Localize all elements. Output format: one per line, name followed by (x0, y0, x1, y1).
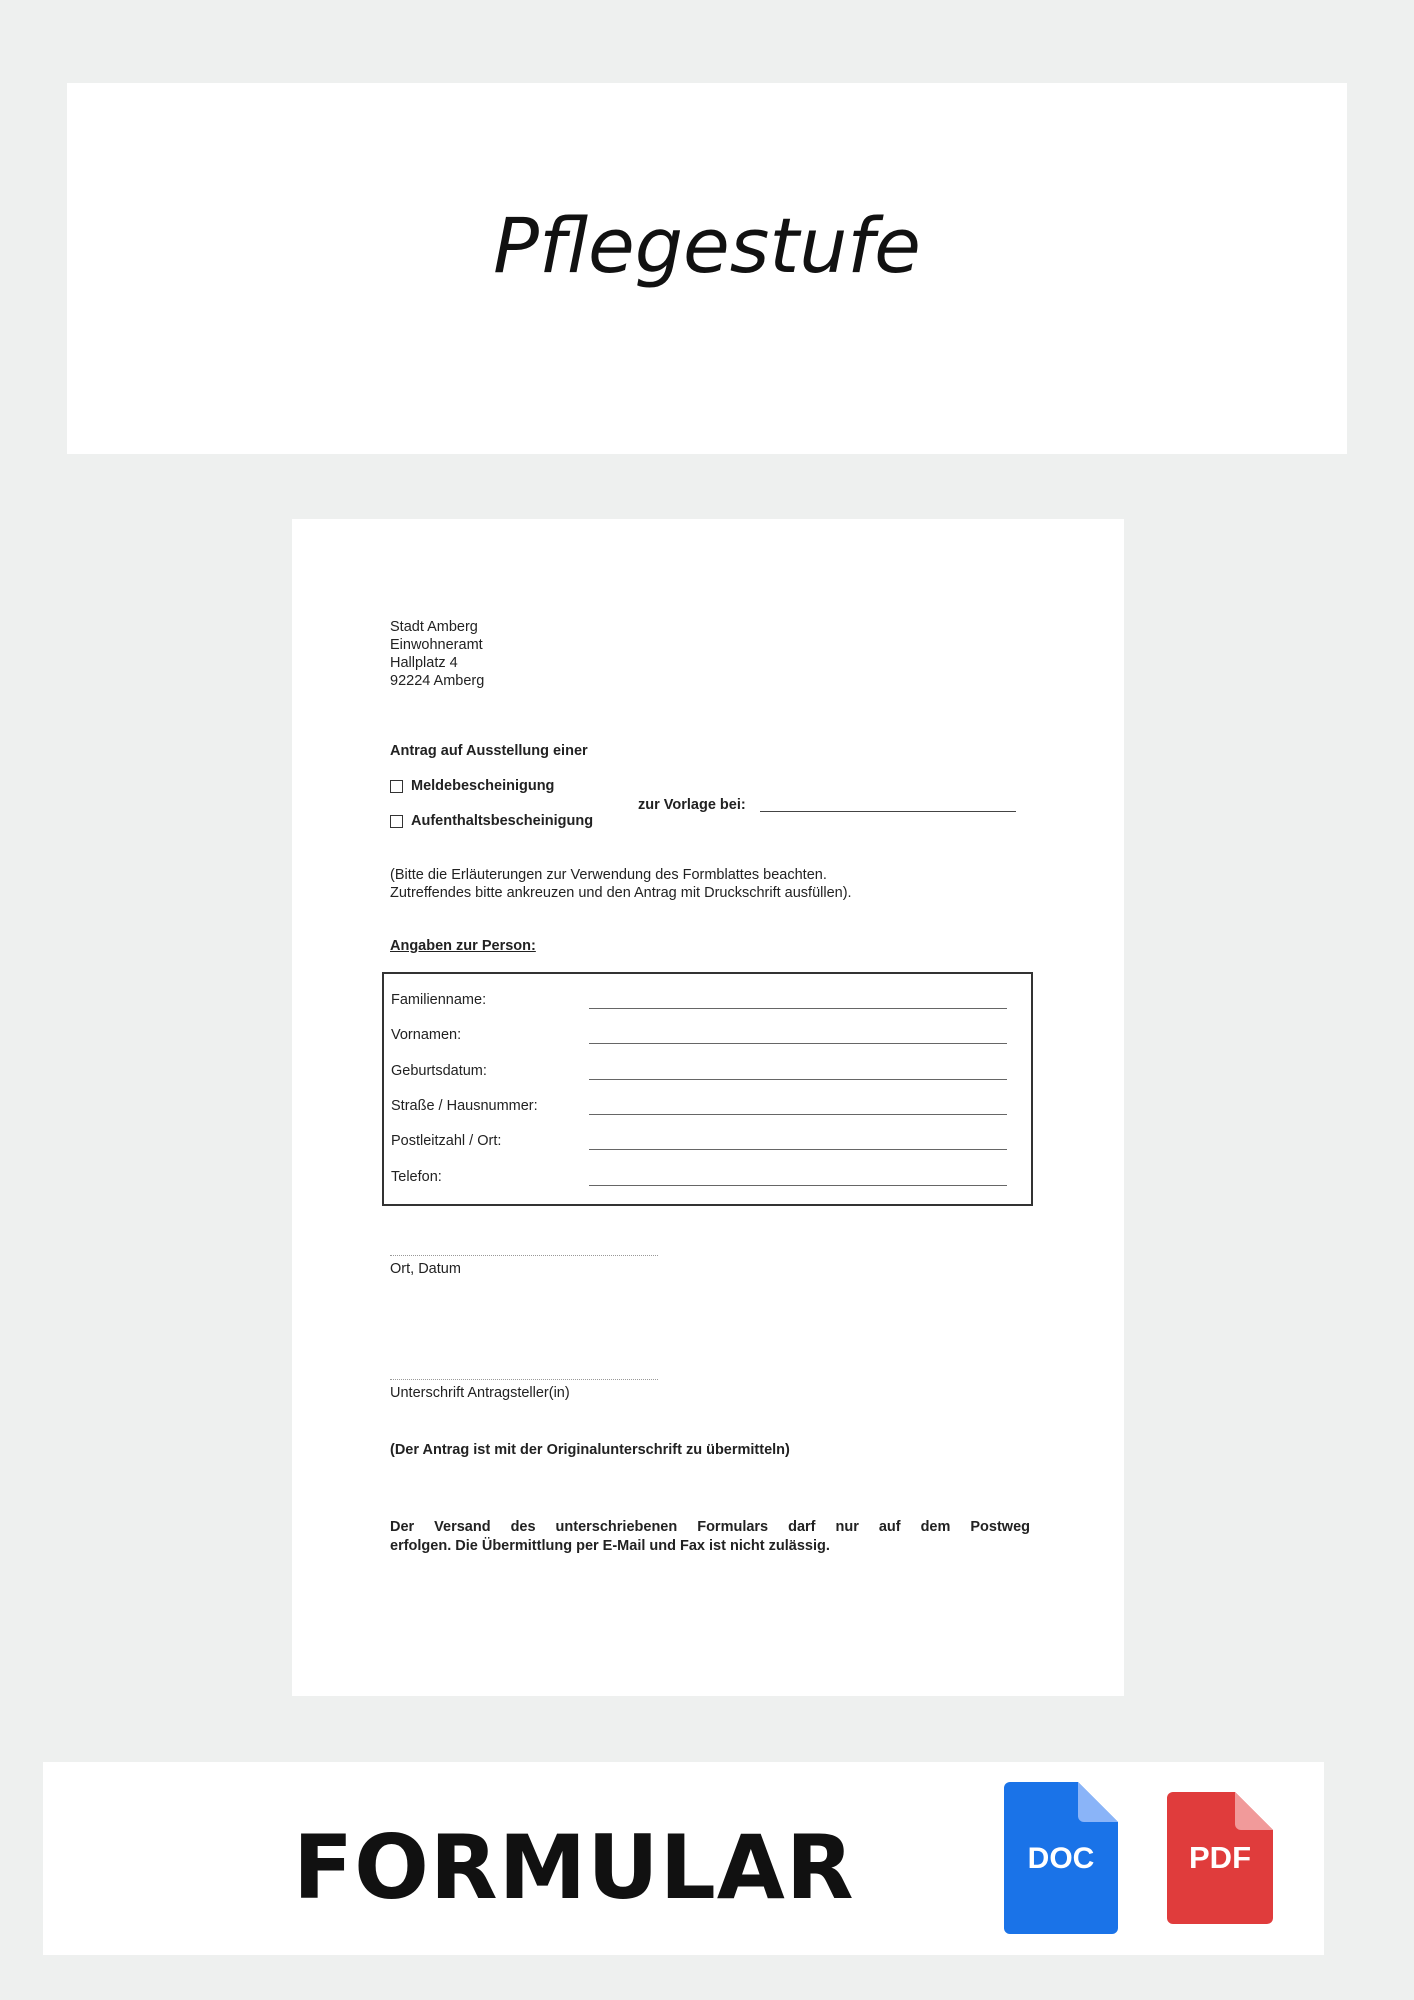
form-document (292, 519, 1124, 1696)
address-line: Stadt Amberg (390, 619, 478, 635)
original-note: (Der Antrag ist mit der Originalunterschrift zu übermitteln) (390, 1442, 790, 1458)
person-fields-box (382, 972, 1033, 1206)
ort-datum-line[interactable] (390, 1255, 658, 1256)
formular-label: FORMULAR (293, 1816, 855, 1919)
vorlage-input-line[interactable] (760, 811, 1016, 812)
checkbox-option-meldebescheinigung[interactable] (390, 778, 554, 794)
checkbox-icon[interactable] (390, 815, 403, 828)
field-label-familienname: Familienname: (391, 992, 487, 1008)
field-label-geburtsdatum: Geburtsdatum: (391, 1063, 487, 1079)
field-line-familienname[interactable] (589, 1008, 1007, 1009)
address-line: 92224 Amberg (390, 673, 485, 689)
field-label-telefon: Telefon: (391, 1169, 442, 1185)
versand-note-line: erfolgen. Die Übermittlung per E-Mail und Fax ist nicht zulässig. (390, 1538, 830, 1554)
footer-panel (43, 1762, 1324, 1955)
antrag-title: Antrag auf Ausstellung einer (390, 743, 588, 759)
field-label-vornamen: Vornamen: (391, 1027, 462, 1043)
checkbox-icon[interactable] (390, 780, 403, 793)
pdf-file-icon[interactable] (1167, 1792, 1273, 1924)
versand-note-line: Der Versand des unterschriebenen Formulars darf nur auf dem Postweg (390, 1519, 1030, 1535)
pdf-icon-label: PDF (1189, 1840, 1251, 1875)
ort-datum-label: Ort, Datum (390, 1261, 461, 1277)
page-title: Pflegestufe (493, 201, 921, 290)
signature-label: Unterschrift Antragsteller(in) (390, 1385, 570, 1401)
address-line: Hallplatz 4 (390, 655, 458, 671)
field-line-plz-ort[interactable] (589, 1149, 1007, 1150)
field-line-vornamen[interactable] (589, 1043, 1007, 1044)
checkbox-option-aufenthaltsbescheinigung[interactable] (390, 813, 593, 829)
instruction-line: Zutreffendes bitte ankreuzen und den Antrag mit Druckschrift ausfüllen). (390, 885, 852, 901)
vorlage-label: zur Vorlage bei: (638, 797, 746, 813)
field-label-plz-ort: Postleitzahl / Ort: (391, 1133, 502, 1149)
doc-icon-label: DOC (1027, 1842, 1095, 1875)
signature-line[interactable] (390, 1379, 658, 1380)
checkbox-label: Meldebescheinigung (411, 778, 555, 794)
field-line-telefon[interactable] (589, 1185, 1007, 1186)
doc-file-icon[interactable] (1004, 1782, 1118, 1934)
field-line-geburtsdatum[interactable] (589, 1079, 1007, 1080)
field-line-strasse[interactable] (589, 1114, 1007, 1115)
checkbox-label: Aufenthaltsbescheinigung (411, 813, 594, 829)
field-label-strasse: Straße / Hausnummer: (391, 1098, 538, 1114)
instruction-line: (Bitte die Erläuterungen zur Verwendung des Formblattes beachten. (390, 867, 827, 883)
title-panel (67, 83, 1347, 454)
address-line: Einwohneramt (390, 637, 483, 653)
person-section-heading: Angaben zur Person: (390, 938, 536, 954)
